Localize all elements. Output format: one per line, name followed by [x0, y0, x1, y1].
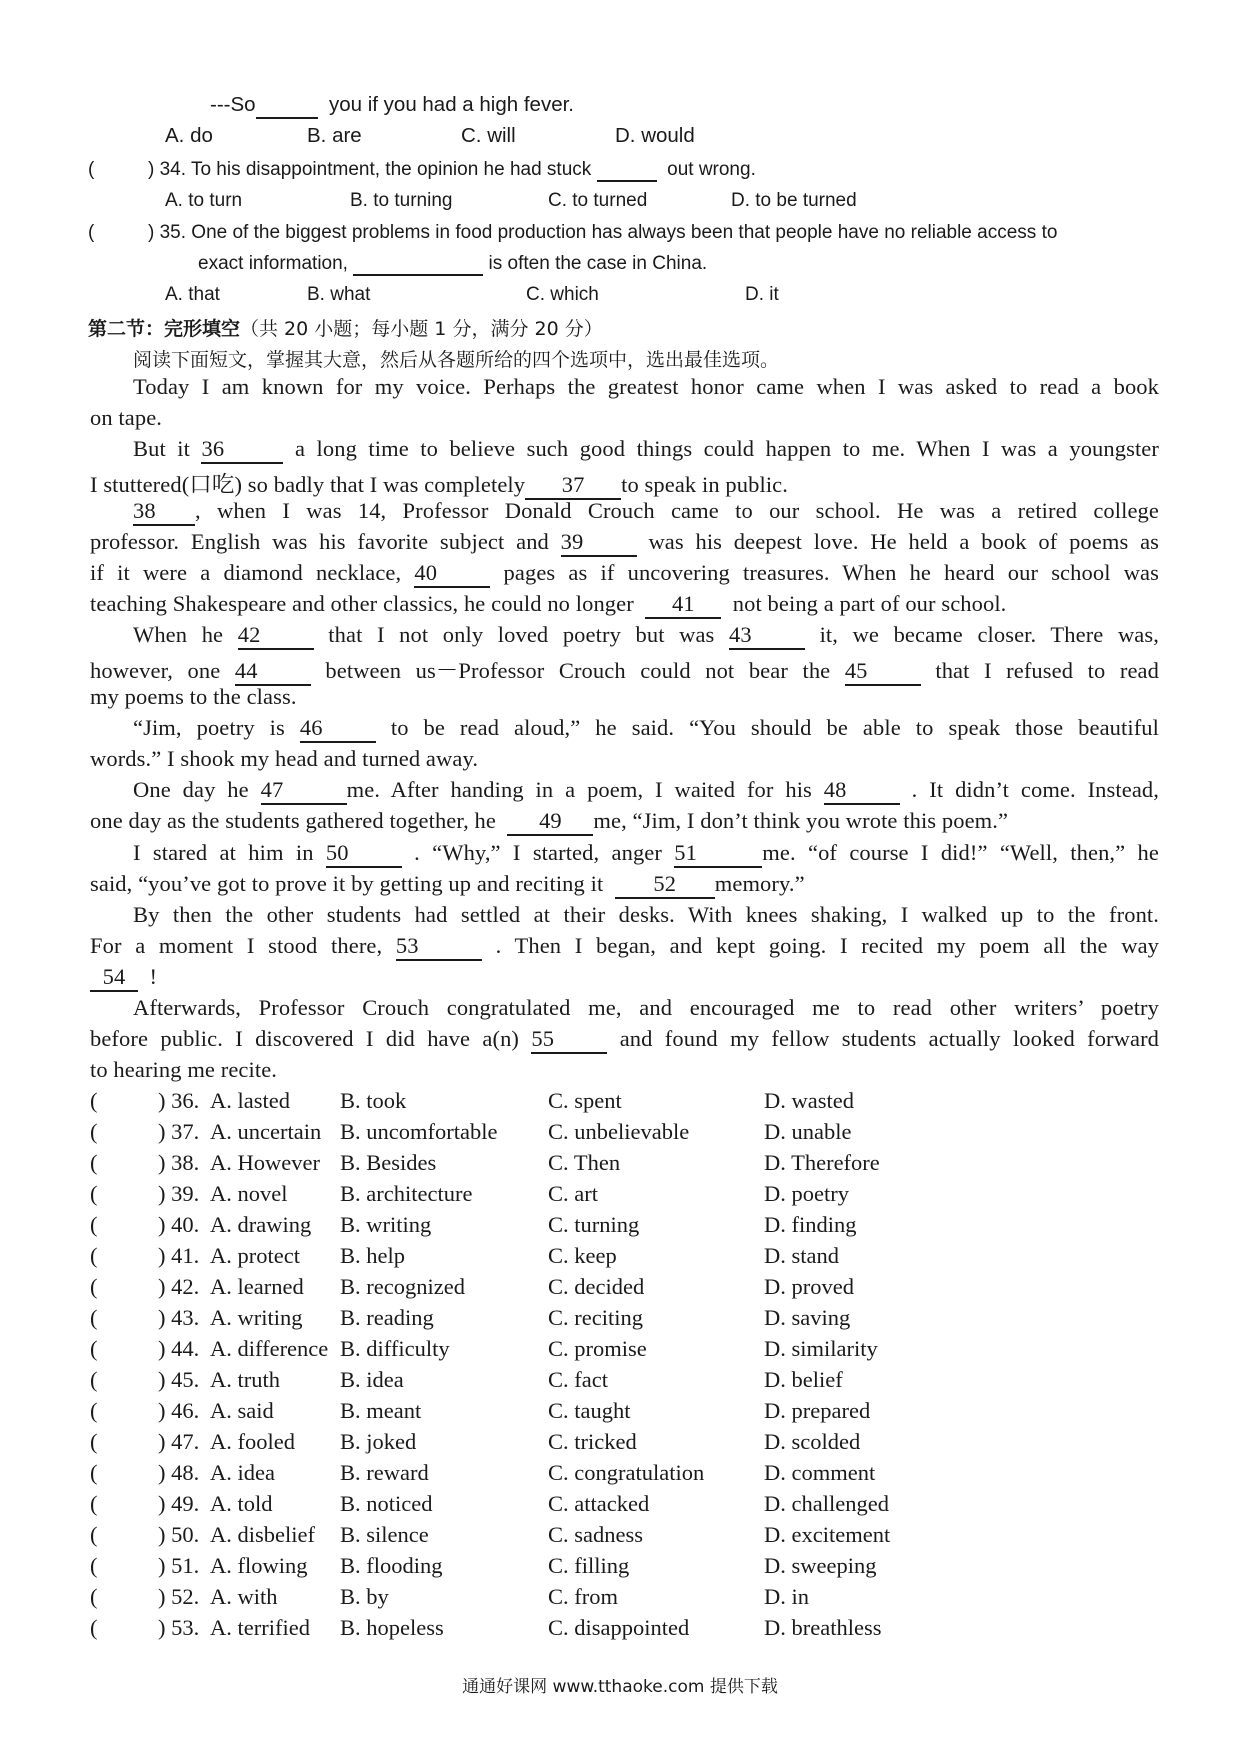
option-a[interactable]: A. said	[210, 1398, 274, 1423]
option-c[interactable]: C. congratulation	[548, 1460, 705, 1485]
q34-option-a[interactable]: A. to turn	[165, 190, 243, 211]
passage-line: By then the other students had settled at their desks. With knees shaking, I walked up to the front.	[133, 902, 1159, 927]
option-b[interactable]: B. writing	[340, 1212, 432, 1237]
answer-paren[interactable]: (	[90, 1243, 98, 1268]
passage-line: Afterwards, Professor Crouch congratulated me, and encouraged me to read other writers’ poetry	[133, 995, 1159, 1020]
option-d[interactable]: D. excitement	[764, 1522, 891, 1547]
option-d[interactable]: D. breathless	[764, 1615, 882, 1640]
answer-paren[interactable]: (	[90, 1305, 98, 1330]
q35-option-a[interactable]: A. that	[165, 284, 220, 305]
option-c[interactable]: C. spent	[548, 1088, 622, 1113]
section-instruction: 阅读下面短文，掌握其大意，然后从各题所给的四个选项中，选出最佳选项。	[133, 349, 780, 371]
blank-40[interactable]: 40	[414, 562, 490, 588]
passage-line: said, “you’ve got to prove it by getting up and reciting it 52 memory.”	[90, 871, 805, 899]
option-b[interactable]: B. took	[340, 1088, 407, 1113]
passage-line: my poems to the class.	[90, 684, 297, 709]
option-c[interactable]: C. taught	[548, 1398, 631, 1423]
q35-blank[interactable]	[353, 254, 483, 276]
option-b[interactable]: B. hopeless	[340, 1615, 444, 1640]
question-number: ) 53.	[158, 1615, 200, 1640]
option-c[interactable]: C. art	[548, 1181, 598, 1206]
question-number: ) 47.	[158, 1429, 200, 1454]
section-heading: 第二节：完形填空（共 20 小题；每小题 1 分，满分 20 分）	[88, 318, 603, 340]
option-c[interactable]: C. reciting	[548, 1305, 643, 1330]
option-b[interactable]: B. help	[340, 1243, 405, 1268]
answer-paren[interactable]: (	[90, 1212, 98, 1237]
option-d[interactable]: D. in	[764, 1584, 809, 1609]
option-a[interactable]: A. However	[210, 1150, 320, 1175]
answer-paren[interactable]: (	[90, 1584, 98, 1609]
option-d[interactable]: D. Therefore	[764, 1150, 880, 1175]
question-number: ) 50.	[158, 1522, 200, 1547]
answer-paren[interactable]: (	[90, 1274, 98, 1299]
q35-option-c[interactable]: C. which	[526, 284, 599, 305]
q35-option-b[interactable]: B. what	[307, 284, 371, 305]
passage-line: 38 , when I was 14, Professor Donald Crouch came to our school. He was a retired college	[133, 498, 1159, 526]
question-number: ) 38.	[158, 1150, 200, 1175]
option-c[interactable]: C. unbelievable	[548, 1119, 690, 1144]
question-number: ) 51.	[158, 1553, 200, 1578]
q34-paren-open: (	[88, 159, 95, 180]
q35-stem-line1: ) 35. One of the biggest problems in food production has always been that people have no reliable access to	[148, 222, 1058, 243]
option-d[interactable]: D. scolded	[764, 1429, 861, 1454]
option-a[interactable]: A. with	[210, 1584, 278, 1609]
passage-line: professor. English was his favorite subject and 39 was his deepest love. He held a book of poems as	[90, 529, 1159, 557]
blank-42[interactable]: 42	[238, 624, 314, 650]
question-number: ) 46.	[158, 1398, 200, 1423]
answer-paren[interactable]: (	[90, 1088, 98, 1113]
q34-option-d[interactable]: D. to be turned	[731, 190, 857, 211]
option-c[interactable]: C. sadness	[548, 1522, 643, 1547]
option-c[interactable]: C. turning	[548, 1212, 640, 1237]
passage-line: One day he 47 me. After handing in a poem, I waited for his 48 . It didn’t come. Instead,	[133, 777, 1159, 805]
option-c[interactable]: C. attacked	[548, 1491, 650, 1516]
q35-option-d[interactable]: D. it	[745, 284, 779, 305]
option-b[interactable]: B. silence	[340, 1522, 429, 1547]
option-b[interactable]: B. flooding	[340, 1553, 443, 1578]
blank-36[interactable]: 36	[201, 438, 283, 464]
option-b[interactable]: B. by	[340, 1584, 389, 1609]
option-b[interactable]: B. idea	[340, 1367, 404, 1392]
answer-paren[interactable]: (	[90, 1553, 98, 1578]
option-d[interactable]: D. challenged	[764, 1491, 889, 1516]
option-d[interactable]: D. wasted	[764, 1088, 854, 1113]
option-c[interactable]: C. keep	[548, 1243, 617, 1268]
blank-41[interactable]: 41	[645, 593, 721, 619]
question-number: ) 41.	[158, 1243, 200, 1268]
option-a[interactable]: A. novel	[210, 1181, 288, 1206]
blank-43[interactable]: 43	[729, 624, 805, 650]
question-number: ) 49.	[158, 1491, 200, 1516]
question-number: ) 37.	[158, 1119, 200, 1144]
option-b[interactable]: B. architecture	[340, 1181, 473, 1206]
option-d[interactable]: D. similarity	[764, 1336, 878, 1361]
option-a[interactable]: A. learned	[210, 1274, 304, 1299]
passage-line: “Jim, poetry is 46 to be read aloud,” he said. “You should be able to speak those beautiful	[133, 715, 1159, 743]
passage-line: words.” I shook my head and turned away.	[90, 746, 479, 771]
passage-line: before public. I discovered I did have a(n) 55 and found my fellow students actually looked forward	[90, 1026, 1159, 1054]
question-number: ) 40.	[158, 1212, 200, 1237]
option-a[interactable]: A. terrified	[210, 1615, 310, 1640]
option-c[interactable]: C. filling	[548, 1553, 630, 1578]
blank-47[interactable]: 47	[261, 779, 347, 805]
footer-note: 通通好课网 www.tthaoke.com 提供下载	[462, 1677, 778, 1697]
passage-line: one day as the students gathered together, he 49 me, “Jim, I don’t think you wrote this poem.”	[90, 808, 1008, 836]
answer-paren[interactable]: (	[90, 1367, 98, 1392]
passage-line: however, one 44 between us－Professor Crouch could not bear the 45 that I refused to read	[90, 653, 1159, 686]
option-b[interactable]: B. uncomfortable	[340, 1119, 498, 1144]
passage-line: 54 !	[90, 964, 157, 992]
q33-option-c[interactable]: C. will	[461, 124, 516, 147]
question-number: ) 43.	[158, 1305, 200, 1330]
blank-48[interactable]: 48	[824, 779, 900, 805]
q34-option-b[interactable]: B. to turning	[350, 190, 453, 211]
question-number: ) 39.	[158, 1181, 200, 1206]
q34-stem: ) 34. To his disappointment, the opinion he had stuck out wrong.	[148, 159, 756, 180]
q35-paren-open: (	[88, 222, 95, 243]
option-c[interactable]: C. Then	[548, 1150, 621, 1175]
blank-50[interactable]: 50	[326, 842, 402, 868]
option-d[interactable]: D. proved	[764, 1274, 854, 1299]
answer-paren[interactable]: (	[90, 1429, 98, 1454]
passage-line: to hearing me recite.	[90, 1057, 278, 1082]
option-a[interactable]: A. idea	[210, 1460, 275, 1485]
blank-53[interactable]: 53	[396, 935, 482, 961]
passage-line: I stuttered(口吃) so badly that I was completely 37 to speak in public.	[90, 467, 788, 500]
option-d[interactable]: D. sweeping	[764, 1553, 877, 1578]
option-a[interactable]: A. difference	[210, 1336, 329, 1361]
question-number: ) 52.	[158, 1584, 200, 1609]
question-number: ) 48.	[158, 1460, 200, 1485]
option-a[interactable]: A. protect	[210, 1243, 300, 1268]
blank-39[interactable]: 39	[561, 531, 637, 557]
blank-52[interactable]: 52	[615, 873, 715, 899]
q34-blank[interactable]	[597, 160, 657, 182]
option-d[interactable]: D. belief	[764, 1367, 843, 1392]
passage-line: on tape.	[90, 405, 163, 430]
answer-paren[interactable]: (	[90, 1150, 98, 1175]
passage-line: Today I am known for my voice. Perhaps the greatest honor came when I was asked to read a book	[133, 374, 1159, 399]
option-a[interactable]: A. drawing	[210, 1212, 312, 1237]
option-b[interactable]: B. recognized	[340, 1274, 465, 1299]
option-a[interactable]: A. writing	[210, 1305, 303, 1330]
option-d[interactable]: D. poetry	[764, 1181, 849, 1206]
option-d[interactable]: D. saving	[764, 1305, 851, 1330]
q33-option-b[interactable]: B. are	[307, 124, 362, 147]
option-a[interactable]: A. flowing	[210, 1553, 308, 1578]
option-d[interactable]: D. finding	[764, 1212, 857, 1237]
option-c[interactable]: C. fact	[548, 1367, 608, 1392]
q33-option-a[interactable]: A. do	[165, 124, 213, 147]
option-c[interactable]: C. tricked	[548, 1429, 637, 1454]
passage-line: But it 36 a long time to believe such good things could happen to me. When I was a youngster	[133, 436, 1159, 464]
q33-blank[interactable]	[256, 95, 318, 119]
blank-37[interactable]: 37	[525, 474, 621, 500]
answer-paren[interactable]: (	[90, 1491, 98, 1516]
question-number: ) 44.	[158, 1336, 200, 1361]
answer-paren[interactable]: (	[90, 1181, 98, 1206]
passage-line: teaching Shakespeare and other classics, he could no longer 41 not being a part of our school.	[90, 591, 1006, 619]
blank-51[interactable]: 51	[674, 842, 762, 868]
option-d[interactable]: D. stand	[764, 1243, 839, 1268]
question-number: ) 36.	[158, 1088, 200, 1113]
option-c[interactable]: C. decided	[548, 1274, 645, 1299]
q33-option-d[interactable]: D. would	[615, 124, 695, 147]
answer-paren[interactable]: (	[90, 1336, 98, 1361]
option-b[interactable]: B. Besides	[340, 1150, 437, 1175]
blank-49[interactable]: 49	[507, 810, 593, 836]
blank-44[interactable]: 44	[235, 660, 311, 686]
passage-line: For a moment I stood there, 53 . Then I began, and kept going. I recited my poem all the way	[90, 933, 1159, 961]
q35-stem-line2: exact information, is often the case in China.	[198, 253, 708, 274]
option-a[interactable]: A. lasted	[210, 1088, 290, 1113]
option-b[interactable]: B. difficulty	[340, 1336, 450, 1361]
option-b[interactable]: B. noticed	[340, 1491, 433, 1516]
passage-line: I stared at him in 50 . “Why,” I started, anger 51 me. “of course I did!” “Well, then,” he	[133, 840, 1159, 868]
question-number: ) 45.	[158, 1367, 200, 1392]
question-number: ) 42.	[158, 1274, 200, 1299]
blank-38[interactable]: 38	[133, 500, 195, 526]
passage-line: When he 42 that I not only loved poetry but was 43 it, we became closer. There was,	[133, 622, 1159, 650]
option-a[interactable]: A. fooled	[210, 1429, 295, 1454]
answer-paren[interactable]: (	[90, 1398, 98, 1423]
option-a[interactable]: A. told	[210, 1491, 273, 1516]
passage-line: if it were a diamond necklace, 40 pages as if uncovering treasures. When he heard our school was	[90, 560, 1159, 588]
blank-46[interactable]: 46	[300, 717, 376, 743]
option-c[interactable]: C. from	[548, 1584, 618, 1609]
option-c[interactable]: C. promise	[548, 1336, 647, 1361]
q34-option-c[interactable]: C. to turned	[548, 190, 648, 211]
answer-paren[interactable]: (	[90, 1615, 98, 1640]
option-a[interactable]: A. uncertain	[210, 1119, 322, 1144]
option-b[interactable]: B. reward	[340, 1460, 429, 1485]
option-b[interactable]: B. reading	[340, 1305, 434, 1330]
option-c[interactable]: C. disappointed	[548, 1615, 690, 1640]
blank-45[interactable]: 45	[845, 660, 921, 686]
option-d[interactable]: D. unable	[764, 1119, 852, 1144]
option-d[interactable]: D. comment	[764, 1460, 876, 1485]
blank-54[interactable]: 54	[90, 966, 138, 992]
q33-dialog: ---So you if you had a high fever.	[210, 93, 574, 119]
answer-paren[interactable]: (	[90, 1119, 98, 1144]
answer-paren[interactable]: (	[90, 1522, 98, 1547]
option-b[interactable]: B. joked	[340, 1429, 417, 1454]
answer-paren[interactable]: (	[90, 1460, 98, 1485]
blank-55[interactable]: 55	[531, 1028, 607, 1054]
option-a[interactable]: A. disbelief	[210, 1522, 315, 1547]
option-d[interactable]: D. prepared	[764, 1398, 871, 1423]
option-a[interactable]: A. truth	[210, 1367, 280, 1392]
option-b[interactable]: B. meant	[340, 1398, 422, 1423]
